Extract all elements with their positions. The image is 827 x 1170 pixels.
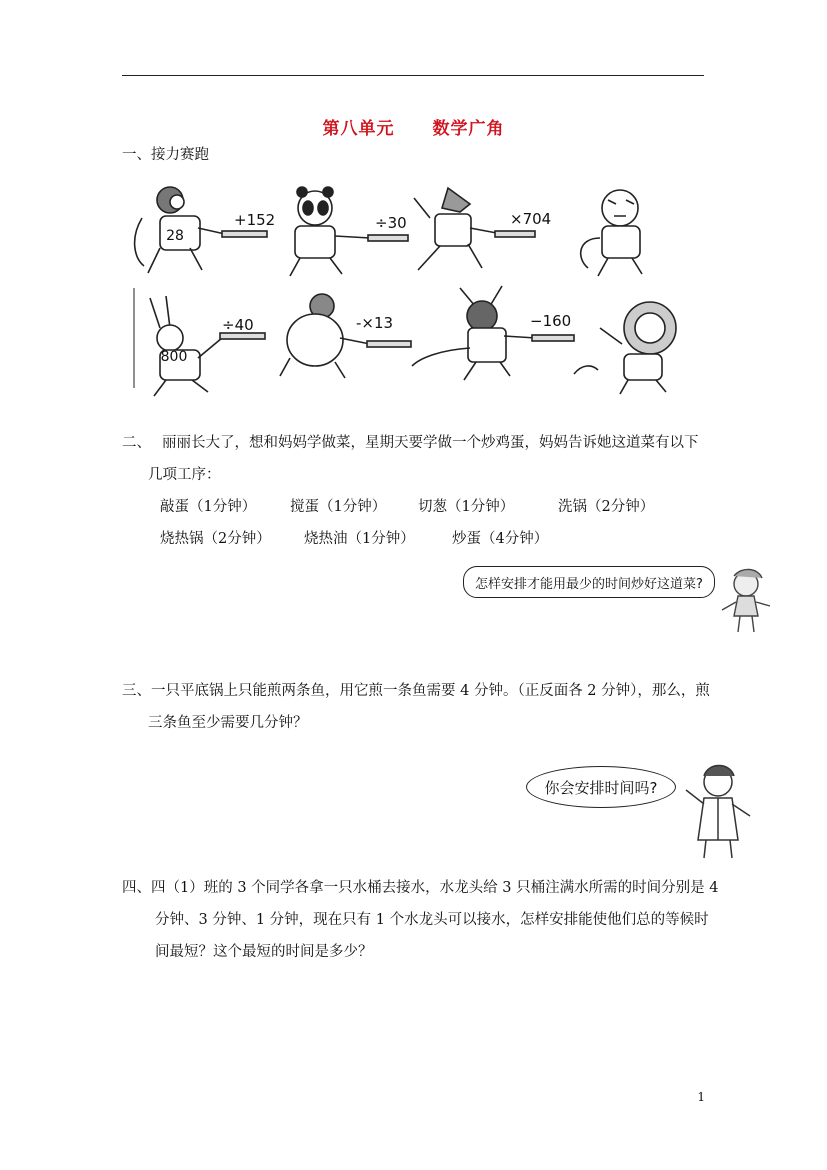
q2-step: 炒蛋（4分钟）	[452, 531, 549, 547]
q2-line-1: 丽丽长大了，想和妈妈学做菜，星期天要学做一个炒鸡蛋，妈妈告诉她这道菜有以下	[162, 435, 699, 451]
dog-runner-icon	[414, 188, 502, 270]
q3-line-1: 三、一只平底锅上只能煎两条鱼，用它煎一条鱼需要 4 分钟。（正反面各 2 分钟），那么，煎	[122, 683, 710, 699]
relay-op-4: ÷40	[222, 316, 254, 334]
q2-step: 烧热锅（2分钟）	[160, 531, 271, 547]
relay-row2-start-number: 800	[160, 349, 188, 365]
header-rule	[122, 75, 704, 76]
lion-runner-icon	[574, 302, 676, 394]
q3-bubble-text: 你会安排时间吗?	[544, 778, 658, 797]
relay-op-6: −160	[530, 312, 572, 330]
q2-step: 敲蛋（1分钟）	[160, 499, 257, 515]
q1-heading: 一、接力赛跑	[122, 147, 209, 163]
q2-step: 烧热油（1分钟）	[304, 531, 415, 547]
relay-op-5: -×13	[356, 314, 394, 332]
q2-number: 二、	[122, 435, 151, 451]
relay-op-1: +152	[234, 211, 276, 229]
relay-op-3: ×704	[510, 210, 552, 228]
title-unit: 第八单元	[322, 119, 395, 139]
turtle-runner-icon	[280, 294, 370, 378]
q2-step: 切葱（1分钟）	[418, 499, 515, 515]
q4-line-2: 分钟、3 分钟、1 分钟，现在只有 1 个水龙头可以接水，怎样安排能使他们总的等候时	[155, 912, 709, 928]
q3-speech-bubble	[526, 766, 676, 808]
relay-race-illustration	[130, 178, 690, 400]
title-topic: 数学广角	[432, 119, 505, 139]
girl-cartoon-icon	[712, 566, 778, 638]
boy-cartoon-icon	[676, 760, 762, 860]
q4-line-3: 间最短？这个最短的时间是多少？	[155, 944, 373, 960]
rabbit-runner-icon	[150, 296, 222, 396]
q2-bubble-text: 怎样安排才能用最少的时间炒好这道菜?	[475, 576, 703, 592]
q2-speech-bubble	[463, 566, 715, 598]
relay-op-2: ÷30	[375, 214, 407, 232]
q2-step: 搅蛋（1分钟）	[290, 499, 387, 515]
relay-start-number: 28	[166, 228, 184, 244]
panda-runner-icon	[290, 187, 370, 276]
q2-step: 洗锅（2分钟）	[558, 499, 655, 515]
q2-line-2: 几项工序：	[148, 467, 221, 483]
tiger-runner-icon	[581, 190, 642, 276]
q3-line-2: 三条鱼至少需要几分钟？	[148, 715, 308, 731]
fox-runner-icon	[412, 286, 536, 380]
q4-line-1: 四、四（1）班的 3 个同学各拿一只水桶去接水，水龙头给 3 只桶注满水所需的时间分别是 4	[122, 880, 719, 896]
page-title	[0, 114, 827, 139]
page-number: 1	[697, 1090, 705, 1104]
